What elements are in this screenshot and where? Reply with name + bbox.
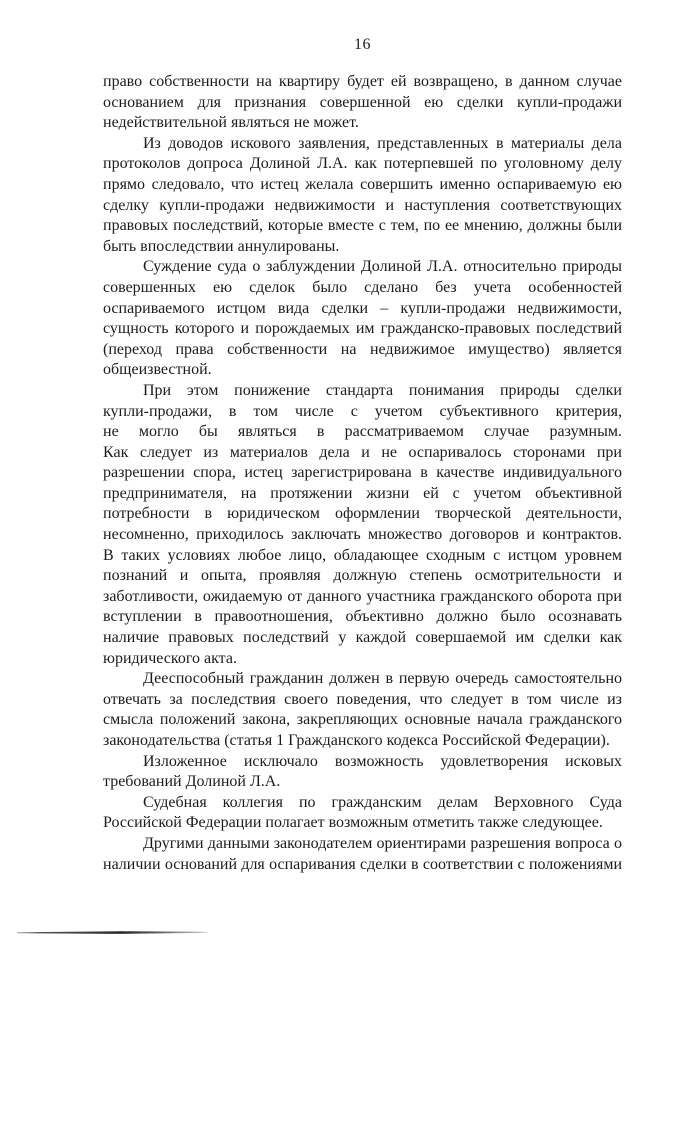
text-line: предпринимателя, на протяжении жизни ей с учетом объективной bbox=[103, 484, 622, 502]
text-line: наличие правовых последствий у каждой совершаемой им сделки как bbox=[103, 629, 622, 647]
text-line: (переход права собственности на недвижимое имущество) является bbox=[103, 340, 622, 358]
text-line: Другими данными законодателем ориентирами разрешения вопроса о bbox=[143, 834, 622, 852]
paragraph bbox=[103, 381, 622, 669]
text-line: вступлении в правоотношения, объективно должно было осознавать bbox=[103, 608, 622, 626]
text-line: Как следует из материалов дела и не оспаривалось сторонами при bbox=[103, 443, 622, 461]
text-line: общеизвестной. bbox=[103, 361, 212, 379]
text-line: Из доводов искового заявления, представленных в материалы дела bbox=[143, 134, 622, 152]
text-line: наличии оснований для оспаривания сделки в соответствии с положениями bbox=[103, 855, 622, 873]
text-line: сделку купли-продажи недвижимости и наступления соответствующих bbox=[103, 196, 622, 214]
text-line: право собственности на квартиру будет ей возвращено, в данном случае bbox=[103, 73, 622, 90]
text-line: быть впоследствии аннулированы. bbox=[103, 237, 340, 255]
text-line: отвечать за последствия своего поведения, что следует в том числе из bbox=[103, 690, 622, 708]
text-line: несомненно, приходилось заключать множество договоров и контрактов. bbox=[103, 526, 622, 544]
text-line: смысла положений закона, закрепляющих основные начала гражданского bbox=[103, 711, 622, 729]
text-line: Суждение суда о заблуждении Долиной Л.А. относительно природы bbox=[143, 258, 622, 276]
text-line: заботливости, ожидаемую от данного участника гражданского оборота при bbox=[103, 587, 622, 605]
text-line: правовых последствий, которые вместе с тем, по ее мнению, должны были bbox=[103, 217, 622, 235]
paragraph bbox=[103, 834, 622, 875]
text-line: юридического акта. bbox=[103, 649, 237, 667]
text-line: потребности в юридическом оформлении творческой деятельности, bbox=[103, 505, 622, 523]
text-line: Российской Федерации полагает возможным отметить также следующее. bbox=[103, 814, 603, 832]
text-line: купли-продажи, в том числе с учетом субъективного критерия, bbox=[103, 402, 622, 420]
paragraph bbox=[103, 669, 622, 751]
paragraph bbox=[103, 793, 622, 834]
text-line: Судебная коллегия по гражданским делам Верховного Суда bbox=[143, 793, 622, 811]
text-line: не могло бы являться в рассматриваемом случае разумным. bbox=[103, 423, 622, 441]
text-line: оспариваемого истцом вида сделки – купли-продажи недвижимости, bbox=[103, 299, 622, 317]
paragraph bbox=[103, 257, 622, 381]
document-body bbox=[103, 72, 622, 875]
text-line: законодательства (статья 1 Гражданского кодекса Российской Федерации). bbox=[103, 732, 610, 749]
text-line: требований Долиной Л.А. bbox=[103, 773, 281, 791]
text-line: разрешении спора, истец зарегистрирована в качестве индивидуального bbox=[103, 464, 622, 482]
text-line: сущность которого и порождаемых им гражданско-правовых последствий bbox=[103, 320, 622, 338]
paragraph bbox=[103, 72, 622, 134]
page-number: 16 bbox=[354, 36, 371, 53]
paragraph bbox=[103, 134, 622, 258]
ink-mark-line bbox=[17, 931, 208, 934]
text-line: основанием для признания совершенной ею сделки купли-продажи bbox=[103, 93, 622, 111]
text-line: Изложенное исключало возможность удовлетворения исковых bbox=[143, 752, 622, 770]
text-line: В таких условиях любое лицо, обладающее сходным с истцом уровнем bbox=[103, 546, 622, 564]
text-line: Дееспособный гражданин должен в первую очередь самостоятельно bbox=[143, 670, 622, 688]
text-line: прямо следовало, что истец желала совершить именно оспариваемую ею bbox=[103, 175, 622, 193]
text-line: познаний и опыта, проявляя должную степень осмотрительности и bbox=[103, 567, 622, 585]
paragraph bbox=[103, 752, 622, 793]
text-line: недействительной являться не может. bbox=[103, 114, 359, 132]
text-line: протоколов допроса Долиной Л.А. как потерпевшей по уголовному делу bbox=[103, 155, 622, 173]
text-line: При этом понижение стандарта понимания природы сделки bbox=[143, 381, 622, 399]
text-line: совершенных ею сделок было сделано без учета особенностей bbox=[103, 278, 622, 296]
